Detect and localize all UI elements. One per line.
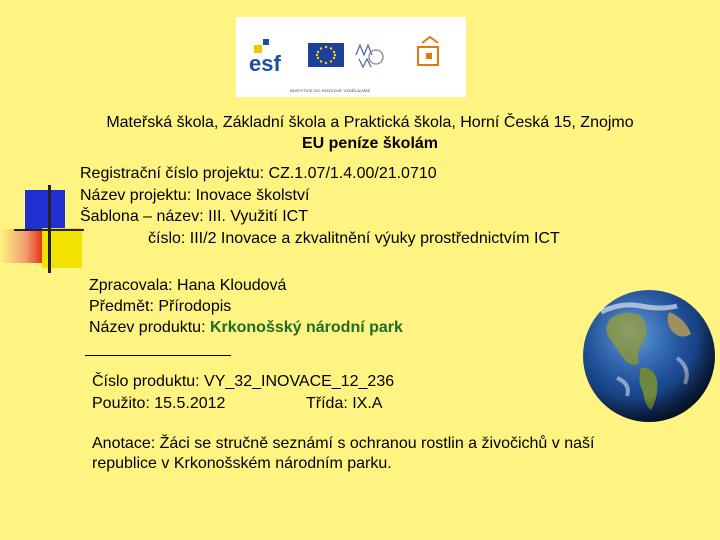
deco-horizontal-line	[14, 229, 84, 231]
deco-blue-square	[25, 190, 65, 230]
school-name: Mateřská škola, Základní škola a Praktická škola, Horní Česká 15, Znojmo	[106, 114, 634, 131]
banner-caption: INVESTICE DO ROZVOJE VZDĚLÁVÁNÍ	[290, 88, 371, 93]
product-title-value: Krkonošský národní park	[209, 319, 403, 336]
registration-number: Registrační číslo projektu: CZ.1.07/1.4.00/21.0710	[80, 165, 437, 182]
class-label: Třída: IX.A	[306, 395, 383, 412]
divider-rule	[85, 355, 231, 356]
used-date: Použito: 15.5.2012	[92, 395, 226, 412]
product-title-label: Název produktu:	[89, 319, 210, 336]
product-title	[89, 318, 403, 338]
eu-flag-logo	[308, 43, 344, 67]
product-code: Číslo produktu: VY_32_INOVACE_12_236	[92, 373, 395, 390]
slogan: EU peníze školám	[301, 135, 439, 152]
template-name: Šablona – název: III. Využití ICT	[80, 208, 308, 225]
op-logo	[418, 37, 438, 65]
project-name: Název projektu: Inovace školství	[80, 187, 310, 204]
svg-text:esf: esf	[249, 51, 281, 76]
annotation: Anotace: Žáci se stručně seznámí s ochranou rostlin a živočichů v naší republice v Krkonošském národním parku.	[92, 435, 595, 472]
template-number: číslo: III/2 Inovace a zkvalitnění výuky prostřednictvím ICT	[148, 230, 560, 247]
subject: Předmět: Přírodopis	[89, 298, 232, 315]
author: Zpracovala: Hana Kloudová	[89, 277, 287, 294]
msmt-logo	[356, 45, 383, 67]
used-date-row	[92, 394, 383, 414]
funding-logos	[236, 17, 466, 97]
earth-globe-image	[581, 288, 717, 424]
esf-logo	[249, 39, 281, 76]
logo-banner	[236, 17, 466, 97]
deco-red-gradient	[0, 229, 42, 263]
